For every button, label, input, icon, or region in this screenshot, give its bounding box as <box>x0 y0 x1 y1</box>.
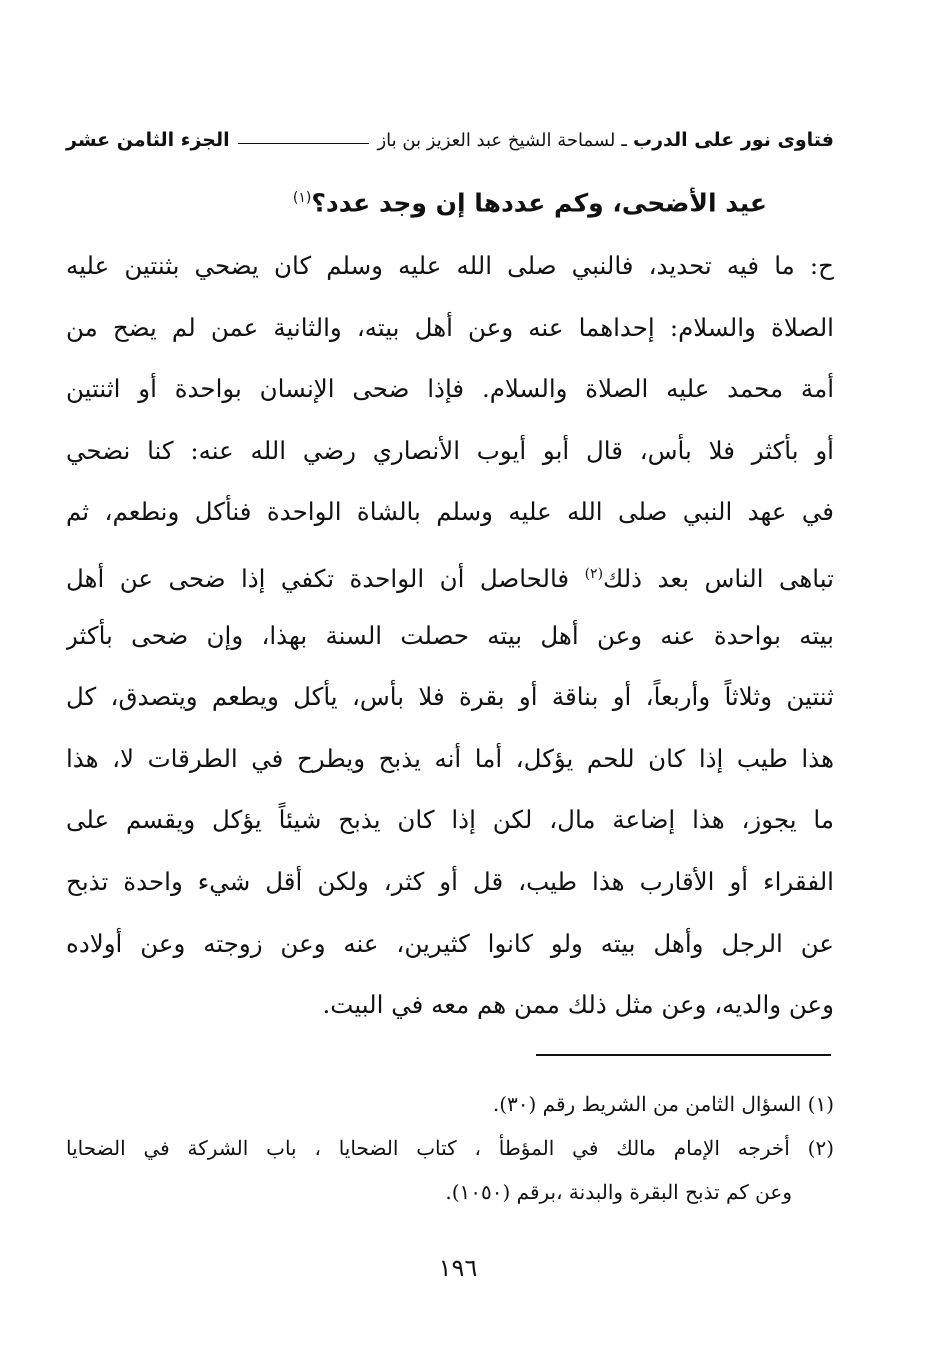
footnote-ref-2: (٢) <box>584 565 604 582</box>
footnote-ref-1: (١) <box>292 190 312 206</box>
footnote-1: (١) السؤال الثامن من الشريط رقم (٣٠). <box>492 1092 834 1116</box>
answer-line: عن الرجل وأهل بيته ولو كانوا كثيرين، عنه وعن زوجته وعن أولاده <box>66 928 834 958</box>
answer-line: الفقراء أو الأقارب هذا طيب، قل أو كثر، ولكن أقل شيء واحدة تذبح <box>66 866 834 896</box>
answer-line-with-ref <box>66 554 834 616</box>
answer-line: الصلاة والسلام: إحداهما عنه وعن أهل بيته، والثانية عمن لم يضح من <box>66 312 834 342</box>
running-header <box>66 122 834 158</box>
answer-line: في عهد النبي صلى الله عليه وسلم بالشاة الواحدة فنأكل ونطعم، ثم <box>66 497 834 527</box>
page-number: ١٩٦ <box>438 1254 478 1282</box>
answer-line: ما يجوز، هذا إضاعة مال، لكن إذا كان يذبح شيئاً يؤكل ويقسم على <box>66 805 834 835</box>
answer-body <box>66 246 834 1047</box>
footnotes <box>66 1084 834 1216</box>
answer-text: فالحاصل أن الواحدة تكفي إذا ضحى عن أهل <box>66 564 585 594</box>
footnote-2: (٢) أخرجه الإمام مالك في المؤطأ ، كتاب الضحايا ، باب الشركة في الضحايا <box>66 1136 834 1160</box>
answer-text: تباهى الناس بعد ذلك <box>603 564 834 594</box>
answer-line: ح: ما فيه تحديد، فالنبي صلى الله عليه وسلم كان يضحي بثنتين عليه <box>66 251 834 280</box>
answer-line: هذا طيب إذا كان للحم يؤكل، أما أنه يذبح ويطرح في الطرقات لا، هذا <box>66 743 834 773</box>
header-separator: ـ <box>621 129 627 151</box>
question-tail <box>293 178 767 223</box>
footnote-separator <box>536 1054 831 1056</box>
answer-line: أو بأكثر فلا بأس، قال أبو أيوب الأنصاري رضي الله عنه: كنا نضحي <box>66 435 834 465</box>
answer-line: أمة محمد عليه الصلاة والسلام. فإذا ضحى الإنسان بواحدة أو اثنتين <box>66 374 834 404</box>
volume-label: الجزء الثامن عشر <box>66 129 230 151</box>
answer-line: ثنتين وثلاثاً وأربعاً، أو بناقة أو بقرة فلا بأس، يأكل ويطعم ويتصدق، كل <box>66 682 834 712</box>
author-name: لسماحة الشيخ عبد العزيز بن باز <box>377 129 616 151</box>
answer-last-line: وعن والديه، وعن مثل ذلك ممن هم معه في البيت. <box>322 990 834 1020</box>
book-title: فتاوى نور على الدرب <box>633 129 834 151</box>
footnote-2-continued: وعن كم تذبح البقرة والبدنة ،برقم (١٠٥٠). <box>445 1180 792 1204</box>
answer-line: بيته بواحدة عنه وعن أهل بيته حصلت السنة بهذا، وإن ضحى بأكثر <box>66 620 834 650</box>
question-text: عيد الأضحى، وكم عددها إن وجد عدد؟ <box>311 188 767 218</box>
header-rule <box>238 143 370 144</box>
